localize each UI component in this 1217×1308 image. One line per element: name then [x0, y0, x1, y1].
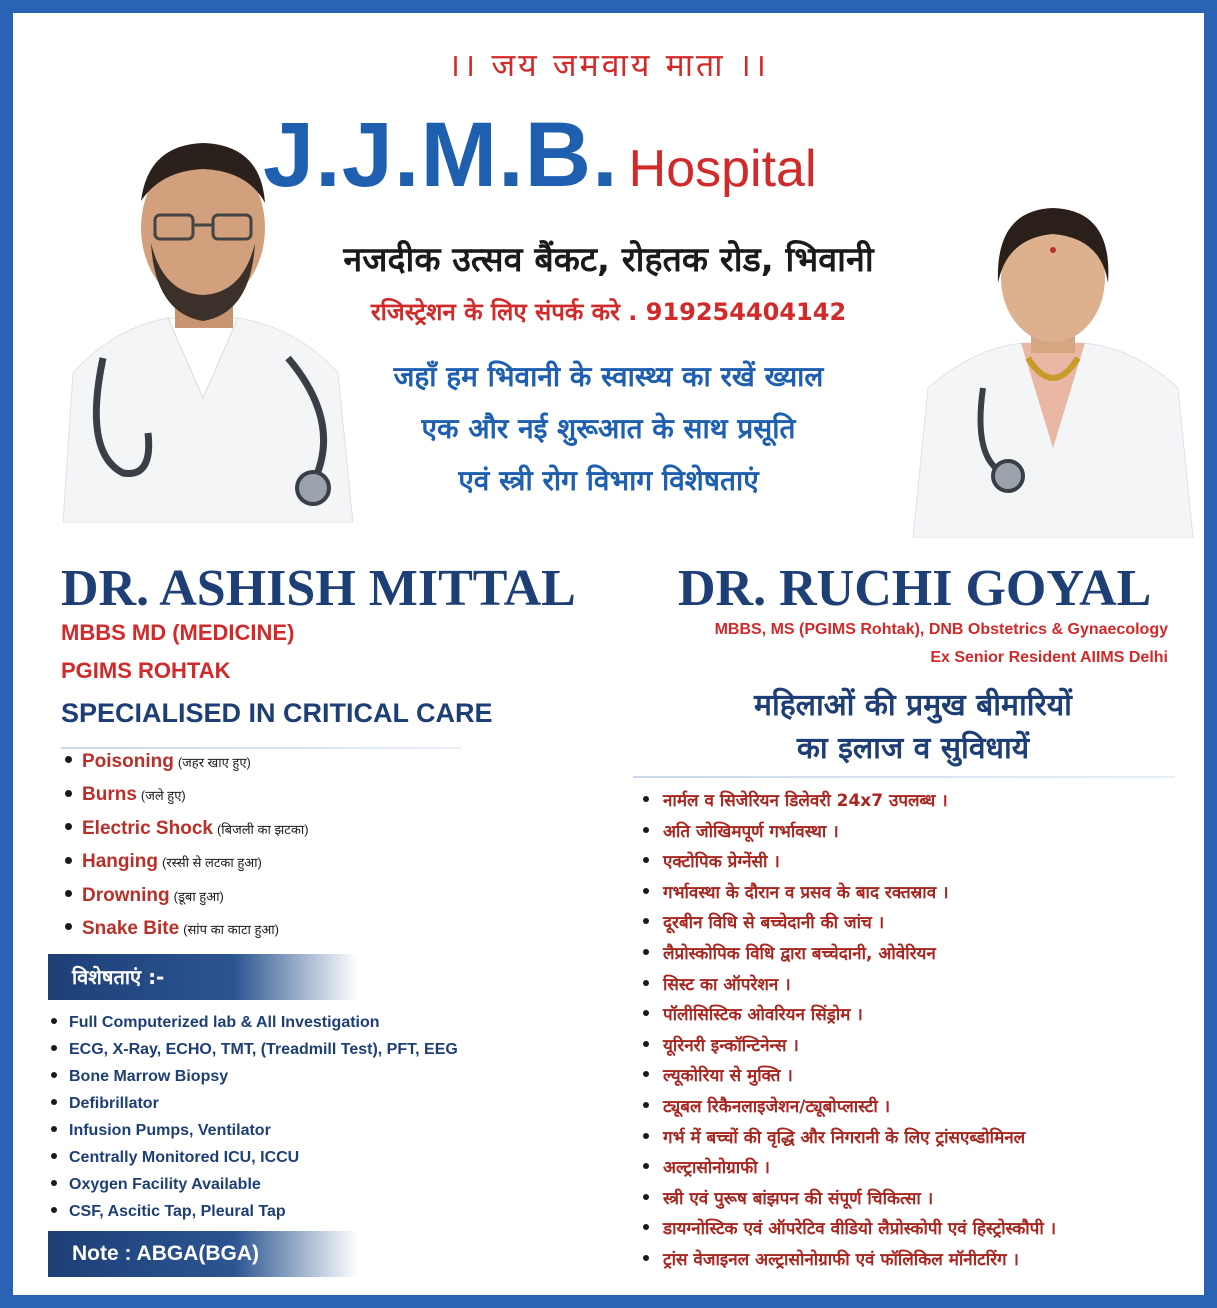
emergency-hindi: (रस्सी से लटका हुआ) [162, 855, 262, 871]
bullet-dot [643, 888, 649, 894]
service-label: गर्भावस्था के दौरान व प्रसव के बाद रक्तस्राव । [663, 882, 949, 903]
list-item [643, 1000, 1056, 1031]
bullet-dot [643, 1133, 649, 1139]
feature-label: CSF, Ascitic Tap, Pleural Tap [69, 1203, 286, 1220]
service-label: सिस्ट का ऑपरेशन । [663, 974, 791, 995]
bullet-dot [51, 1126, 57, 1132]
emergency-label: Drowning [82, 884, 170, 906]
service-label: ट्रांस वेजाइनल अल्ट्रासोनोग्राफी एवं फॉलिकिल मॉनीटरिंग । [663, 1249, 1019, 1270]
emergency-label: Snake Bite [82, 917, 180, 939]
service-label: नार्मल व सिजेरियन डिलेवरी 24x7 उपलब्ध । [663, 791, 948, 811]
service-label: यूरिनरी इन्कॉन्टिनेन्स । [663, 1035, 799, 1056]
service-label: दूरबीन विधि से बच्चेदानी की जांच । [663, 913, 885, 934]
services-list [643, 786, 1056, 1276]
list-item [643, 1031, 1056, 1062]
features-list [51, 1009, 458, 1225]
feature-label: ECG, X-Ray, ECHO, TMT, (Treadmill Test), PFT, EEG [69, 1041, 458, 1058]
bullet-dot [643, 980, 649, 986]
list-item [65, 778, 309, 811]
bullet-dot [51, 1180, 57, 1186]
service-label: लैप्रोस्कोपिक विधि द्वारा बच्चेदानी, ओवेरियन [663, 943, 936, 964]
list-item [643, 1123, 1056, 1154]
list-item [65, 812, 309, 845]
feature-label: Infusion Pumps, Ventilator [69, 1122, 271, 1139]
bullet-dot [643, 1102, 649, 1108]
bullet-dot [51, 1099, 57, 1105]
list-item [51, 1117, 458, 1144]
emergency-hindi: (बिजली का झटका) [216, 821, 309, 837]
bullet-dot [643, 1255, 649, 1261]
list-item [643, 786, 1056, 817]
list-item [643, 1153, 1056, 1184]
list-item [643, 1061, 1056, 1092]
service-label: डायग्नोस्टिक एवं ऑपरेटिव वीडियो लैप्रोस्कोपी एवं हिस्ट्रोस्कौपी । [663, 1219, 1057, 1240]
list-item [643, 817, 1056, 848]
bullet-dot [51, 1072, 57, 1078]
bullet-dot [65, 857, 72, 864]
doctor-left-name: DR. ASHISH MITTAL [61, 560, 576, 617]
doctor-right-photo [903, 198, 1203, 538]
list-item [65, 845, 309, 878]
service-label: ट्यूबल रिकैनलाइजेशन/ट्यूबोप्लास्टी । [663, 1096, 891, 1117]
doctor-left-qualification: MBBS MD (MEDICINE) [61, 620, 295, 645]
bullet-dot [643, 1194, 649, 1200]
bullet-dot [51, 1018, 57, 1024]
bullet-dot [643, 918, 649, 924]
emergency-hindi: (जले हुए) [140, 788, 186, 804]
emergency-label: Hanging [82, 851, 158, 873]
registration-contact: रजिस्ट्रेशन के लिए संपर्क करे . 919254404142 [370, 298, 847, 326]
doctor-left-illustration [43, 123, 363, 523]
bullet-dot [51, 1207, 57, 1213]
bullet-dot [51, 1045, 57, 1051]
service-label: पॉलीसिस्टिक ओवरियन सिंड्रोम । [663, 1005, 863, 1026]
tagline-line-3: एवं स्त्री रोग विभाग विशेषताएं [458, 464, 759, 497]
emergency-hindi: (जहर खाए हुए) [177, 755, 251, 770]
list-item [643, 1184, 1056, 1215]
list-item [643, 970, 1056, 1001]
doctor-right-name: DR. RUCHI GOYAL [678, 560, 1152, 617]
doctor-left-photo [43, 123, 363, 523]
feature-label: Full Computerized lab & All Investigation [69, 1014, 380, 1031]
feature-label: Defibrillator [69, 1095, 159, 1112]
bullet-dot [643, 1163, 649, 1169]
list-item [643, 847, 1056, 878]
doctor-left-specialisation: SPECIALISED IN CRITICAL CARE [61, 698, 493, 728]
bullet-dot [643, 1224, 649, 1230]
service-label: ल्यूकोरिया से मुक्ति । [663, 1066, 793, 1087]
service-label: अति जोखिमपूर्ण गर्भावस्था । [663, 821, 839, 842]
emergency-label: Electric Shock [82, 817, 213, 839]
list-item [643, 878, 1056, 909]
doctor-left-institute: PGIMS ROHTAK [61, 658, 231, 683]
emergency-list [65, 745, 309, 945]
list-item [65, 912, 309, 945]
bullet-dot [643, 949, 649, 955]
list-item [65, 879, 309, 912]
list-item [643, 1214, 1056, 1245]
bullet-dot [65, 923, 72, 930]
tagline-line-1: जहाँ हम भिवानी के स्वास्थ्य का रखें ख्याल [393, 360, 824, 393]
features-heading: विशेषताएं :- [48, 954, 358, 1000]
bullet-dot [643, 1071, 649, 1077]
doctor-right-experience: Ex Senior Resident AIIMS Delhi [930, 649, 1168, 666]
blessing-text: ।। जय जमवाय माता ।। [448, 46, 769, 84]
women-care-heading-2: का इलाज व सुविधायें [796, 731, 1030, 766]
list-item [65, 745, 309, 778]
bullet-dot [65, 790, 72, 797]
service-label: स्त्री एवं पुरूष बांझपन की संपूर्ण चिकित्सा । [663, 1188, 934, 1209]
list-item [51, 1090, 458, 1117]
service-label: एक्टोपिक प्रेग्नेंसी । [663, 852, 780, 873]
bullet-dot [643, 1010, 649, 1016]
women-care-heading-1: महिलाओं की प्रमुख बीमारियों [754, 688, 1072, 723]
list-item [51, 1036, 458, 1063]
list-item [51, 1198, 458, 1225]
bullet-dot [643, 796, 649, 802]
list-item [643, 1092, 1056, 1123]
hospital-name: J.J.M.B. [263, 104, 619, 206]
hospital-address: नजदीक उत्सव बैंकट, रोहतक रोड, भिवानी [343, 240, 874, 280]
list-item [643, 939, 1056, 970]
bullet-dot [65, 756, 72, 763]
feature-label: Centrally Monitored ICU, ICCU [69, 1149, 300, 1166]
list-item [643, 1245, 1056, 1276]
tagline-line-2: एक और नई शुरूआत के साथ प्रसूति [421, 412, 796, 445]
note-banner: Note : ABGA(BGA) [48, 1231, 358, 1277]
emergency-hindi: (डूबा हुआ) [173, 888, 224, 904]
bullet-dot [643, 857, 649, 863]
list-item [51, 1009, 458, 1036]
divider-right [633, 776, 1175, 778]
bullet-dot [643, 1041, 649, 1047]
list-item [643, 908, 1056, 939]
list-item [51, 1171, 458, 1198]
bullet-dot [65, 890, 72, 897]
doctor-right-illustration [903, 198, 1203, 538]
doctor-right-qualification: MBBS, MS (PGIMS Rohtak), DNB Obstetrics & Gynaecology [714, 621, 1168, 638]
bullet-dot [643, 827, 649, 833]
hospital-suffix: Hospital [628, 140, 817, 198]
bullet-dot [65, 823, 72, 830]
list-item [51, 1144, 458, 1171]
feature-label: Oxygen Facility Available [69, 1176, 261, 1193]
bullet-dot [51, 1153, 57, 1159]
feature-label: Bone Marrow Biopsy [69, 1068, 229, 1085]
emergency-label: Poisoning [82, 751, 174, 772]
emergency-hindi: (सांप का काटा हुआ) [183, 921, 279, 937]
service-label: गर्भ में बच्चों की वृद्धि और निगरानी के लिए ट्रांसएब्डोमिनल [663, 1127, 1026, 1148]
list-item [51, 1063, 458, 1090]
service-label: अल्ट्रासोनोग्राफी । [663, 1158, 770, 1179]
emergency-label: Burns [82, 784, 137, 806]
